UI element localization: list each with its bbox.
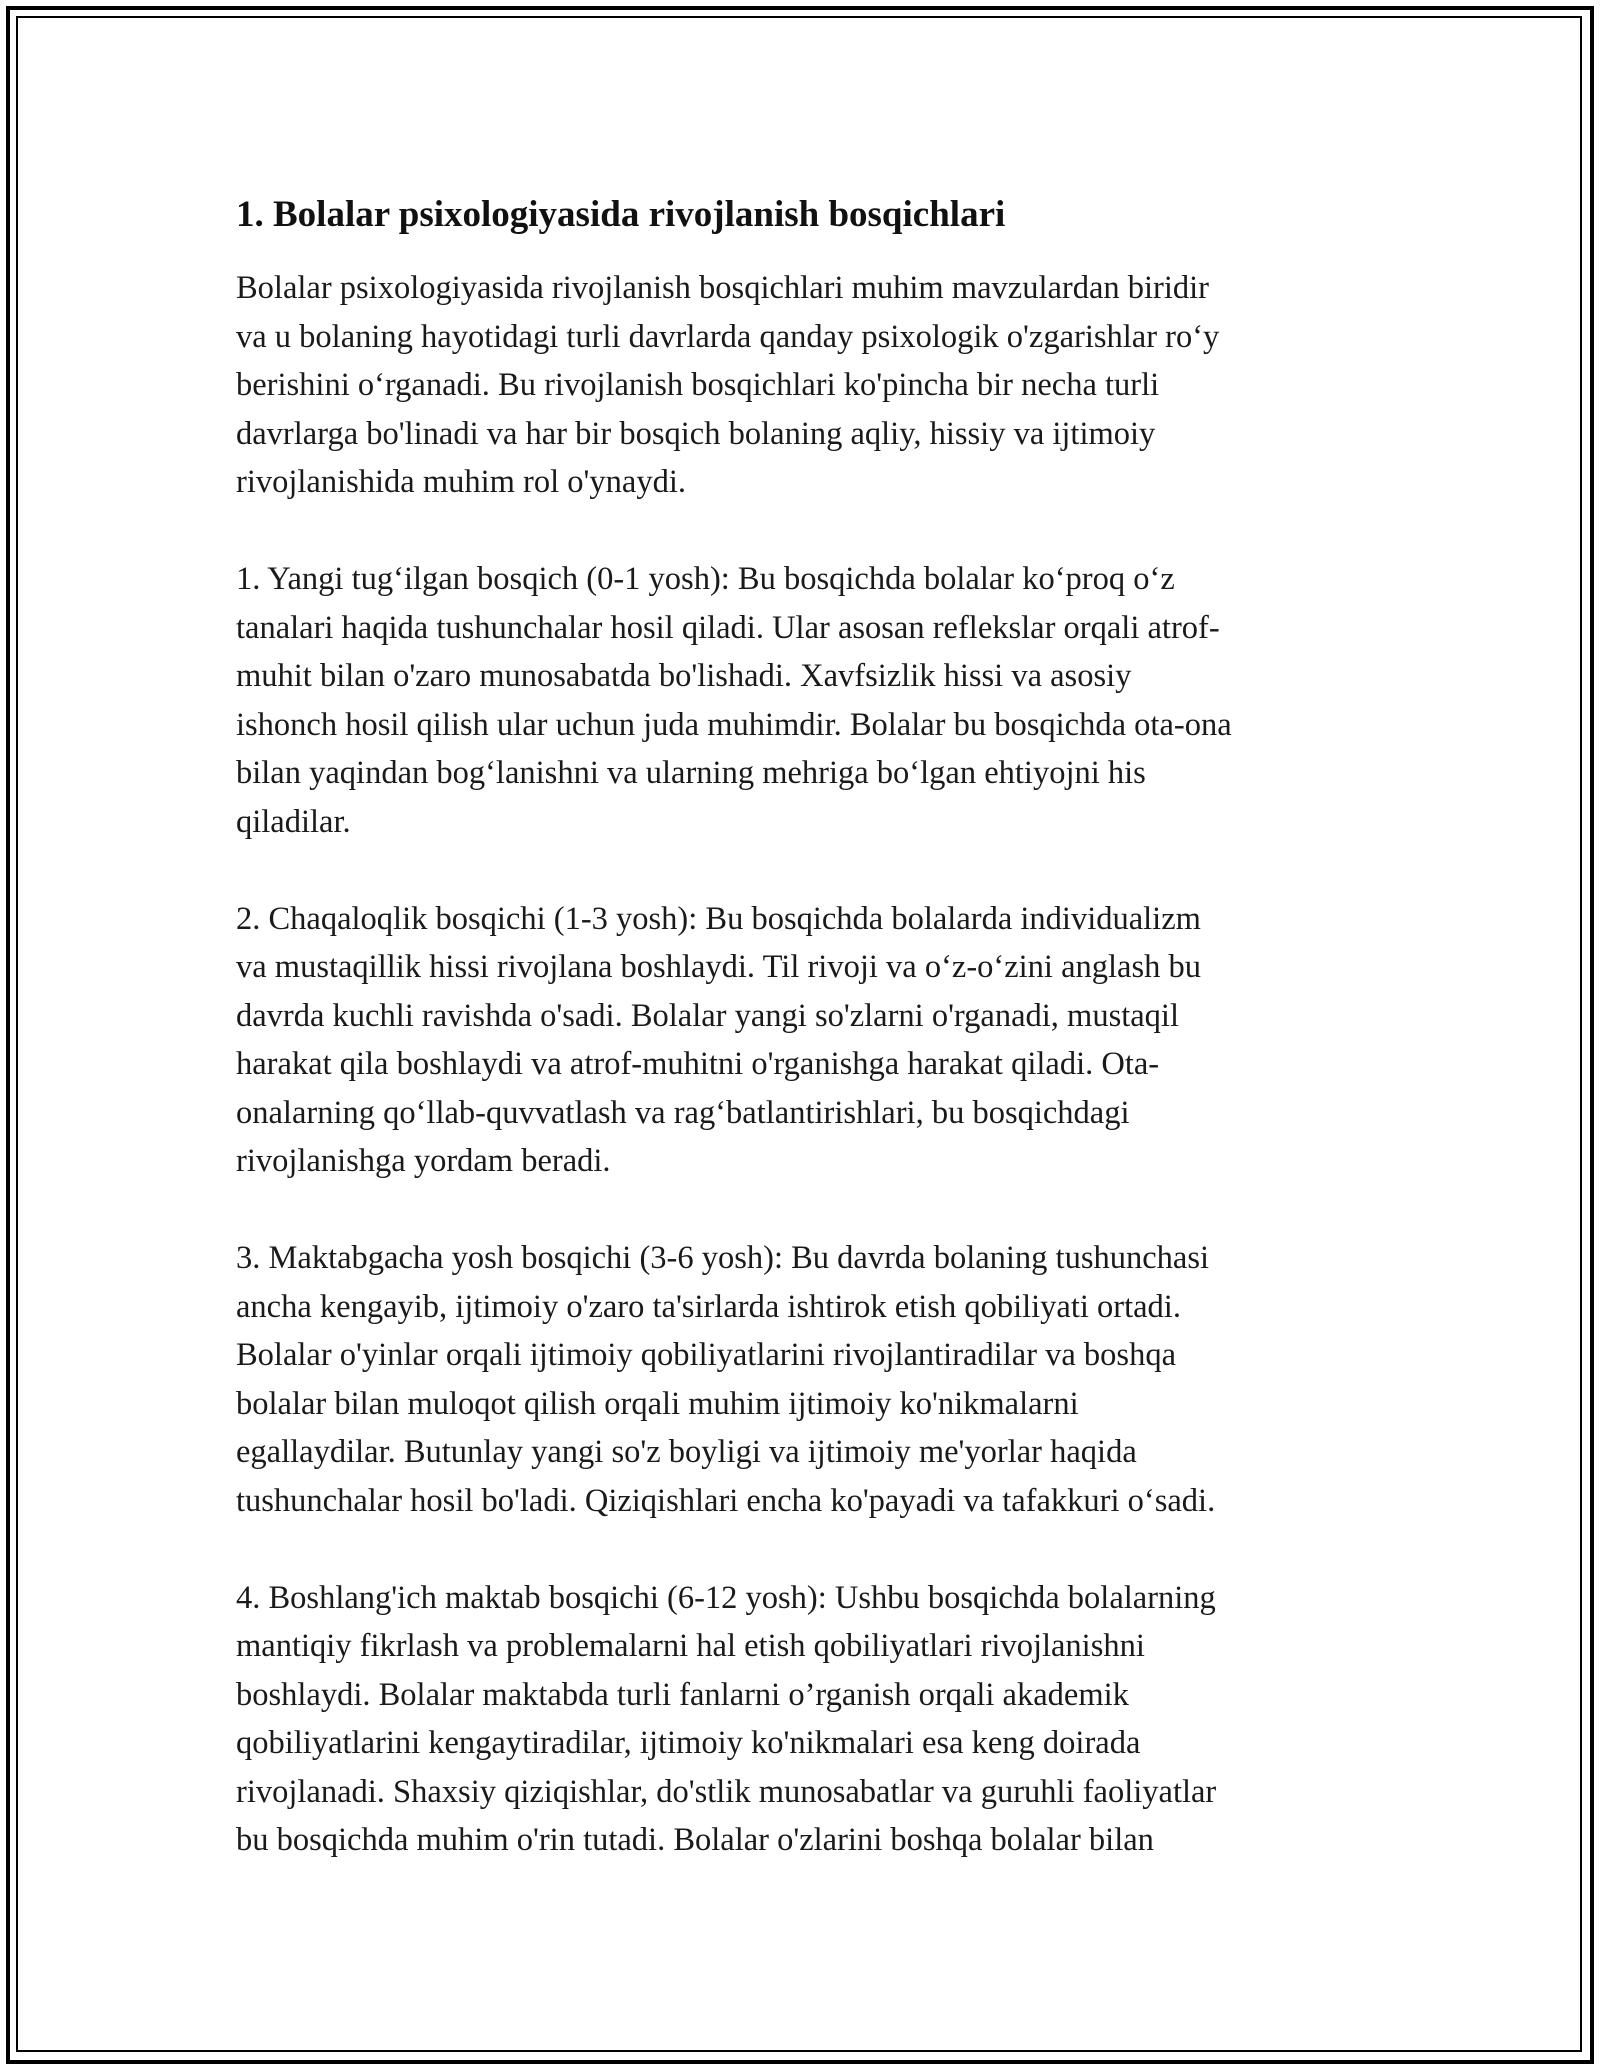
text-line: bolalar bilan muloqot qilish orqali muhim ijtimoiy ko'nikmalarni: [236, 1385, 1079, 1422]
text-line: rivojlanishida muhim rol o'ynaydi.: [236, 464, 686, 500]
text-line: va u bolaning hayotidagi turli davrlarda qanday psixologik o'zgarishlar ro‘y: [236, 318, 1220, 355]
text-line: qiladilar.: [236, 803, 351, 840]
text-line: 2. Chaqaloqlik bosqichi (1-3 yosh): Bu bosqichda bolalarda individualizm: [236, 900, 1201, 937]
text-line: bilan yaqindan bog‘lanishni va ularning mehriga bo‘lgan ehtiyojni his: [236, 755, 1146, 791]
text-line: Bolalar psixologiyasida rivojlanish bosqichlari muhim mavzulardan biridir: [236, 270, 1210, 306]
stage-4-paragraph: [236, 1574, 1366, 1865]
stage-3-paragraph: [236, 1234, 1366, 1525]
text-line: tanalari haqida tushunchalar hosil qiladi. Ular asosan reflekslar orqali atrof-: [236, 609, 1220, 646]
text-line: Bolalar o'yinlar orqali ijtimoiy qobiliyatlarini rivojlantiradilar va boshqa: [236, 1337, 1177, 1373]
text-line: 4. Boshlang'ich maktab bosqichi (6-12 yosh): Ushbu bosqichda bolalarning: [236, 1579, 1216, 1616]
text-line: bu bosqichda muhim o'rin tutadi. Bolalar o'zlarini boshqa bolalar bilan: [236, 1822, 1154, 1858]
document-body: [236, 190, 1366, 1913]
text-line: egallaydilar. Butunlay yangi so'z boyligi va ijtimoiy me'yorlar haqida: [236, 1434, 1137, 1470]
section-heading: 1. Bolalar psixologiyasida rivojlanish bosqichlari: [236, 194, 1006, 235]
text-line: 1. Yangi tug‘ilgan bosqich (0-1 yosh): Bu bosqichda bolalar ko‘proq o‘z: [236, 561, 1175, 597]
text-line: va mustaqillik hissi rivojlana boshlaydi. Til rivoji va o‘z-o‘zini anglash bu: [236, 949, 1201, 985]
text-line: ishonch hosil qilish ular uchun juda muhimdir. Bolalar bu bosqichda ota-ona: [236, 706, 1232, 743]
text-line: muhit bilan o'zaro munosabatda bo'lishadi. Xavfsizlik hissi va asosiy: [236, 658, 1132, 694]
text-line: onalarning qo‘llab-quvvatlash va rag‘batlantirishlari, bu bosqichdagi: [236, 1094, 1130, 1131]
text-line: rivojlanadi. Shaxsiy qiziqishlar, do'stlik munosabatlar va guruhli faoliyatlar: [236, 1773, 1217, 1810]
stage-2-paragraph: [236, 895, 1366, 1186]
text-line: 3. Maktabgacha yosh bosqichi (3-6 yosh): Bu davrda bolaning tushunchasi: [236, 1240, 1210, 1276]
intro-paragraph: [236, 264, 1366, 507]
text-line: boshlaydi. Bolalar maktabda turli fanlarni o’rganish orqali akademik: [236, 1676, 1129, 1713]
text-line: davrlarga bo'linadi va har bir bosqich bolaning aqliy, hissiy va ijtimoiy: [236, 415, 1156, 452]
text-line: davrda kuchli ravishda o'sadi. Bolalar yangi so'zlarni o'rganadi, mustaqil: [236, 997, 1179, 1034]
text-line: ancha kengayib, ijtimoiy o'zaro ta'sirlarda ishtirok etish qobiliyati ortadi.: [236, 1288, 1181, 1325]
stage-1-paragraph: [236, 555, 1366, 846]
text-line: mantiqiy fikrlash va problemalarni hal etish qobiliyatlari rivojlanishni: [236, 1628, 1145, 1664]
text-line: tushunchalar hosil bo'ladi. Qiziqishlari encha ko'payadi va tafakkuri o‘sadi.: [236, 1482, 1216, 1519]
text-line: qobiliyatlarini kengaytiradilar, ijtimoiy ko'nikmalari esa keng doirada: [236, 1725, 1141, 1761]
text-line: berishini o‘rganadi. Bu rivojlanish bosqichlari ko'pincha bir necha turli: [236, 367, 1160, 403]
text-line: rivojlanishga yordam beradi.: [236, 1143, 611, 1179]
text-line: harakat qila boshlaydi va atrof-muhitni o'rganishga harakat qiladi. Ota-: [236, 1046, 1160, 1082]
